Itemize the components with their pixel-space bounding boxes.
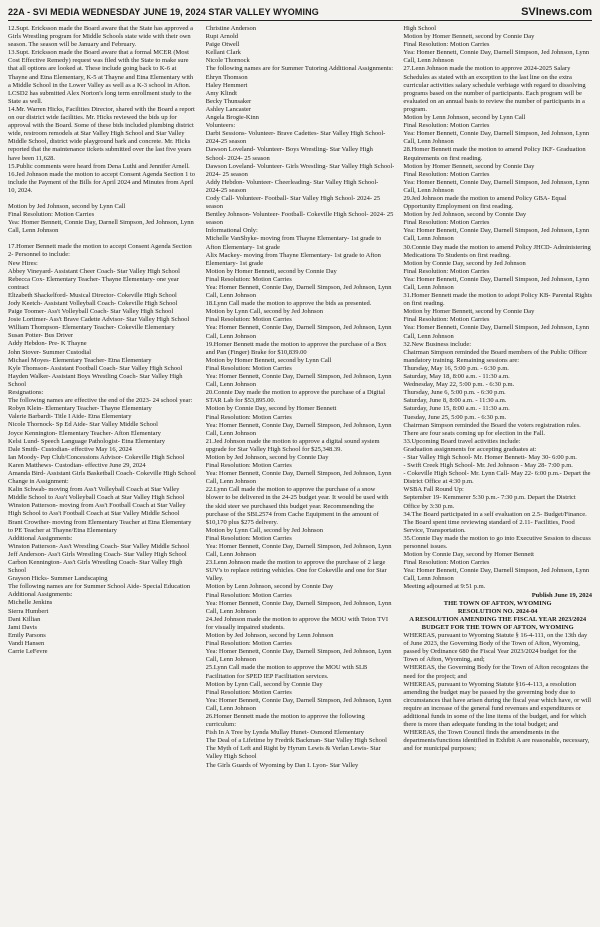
paragraph: September 19- Kemmerer 5:30 p.m.- 7:30 p.m. Depart the District Office by 3:30 p.m. [403,494,576,510]
paragraph: 25.Lynn Call made the motion to approve the MOU with SLB Facilitation for SPED IEP Facilitation services. [205,664,368,680]
paragraph: Chairman Simpson reminded the Board the voters registration rules. There are four seats coming up for election in the Fall. [403,421,581,437]
paragraph: Motion by Jed Johnson, second by Connie Day [403,211,527,219]
paragraph: - Swift Creek High School- Mr. Jed Johnson - May 28- 7:00 p.m. [403,462,573,470]
paragraph: Motion by Lynn Call, second by Connie Day [205,680,323,688]
paragraph: 26.Homer Bennett made the motion to approve the following curriculum: [205,712,365,729]
paragraph: Motion by Homer Bennett, second by Connie Day [403,33,535,41]
paragraph: 34.The Board participated in a self evaluation on 2.5- Budget/Finance. The Board spent time reviewing standard of 2.11- Facilities, Food Service, Transportation. [403,510,587,534]
header-dateline: 22A - SVI MEDIA WEDNESDAY JUNE 19, 2024 STAR VALLEY WYOMING [8,7,319,17]
paragraph: 24.Jed Johnson made the motion to approve the MOU with Teton TVI for visually impaired students. [205,615,389,631]
paragraph: Becky Thunsaker [205,97,252,105]
paragraph: Yea: Homer Bennett, Connie Day, Darnell Simpson, Jed Johnson, Lynn Call, Lenn Johnson [205,599,392,615]
paragraph: Sierra Humbert [8,607,49,615]
column-1 [8,25,197,920]
paragraph: - Cokeville High School- Mr. Lynn Call- May 22- 6:00 p.m.- Depart the District Office at 4:30 p.m. [403,470,591,486]
paragraph: 27.Lenn Johnson made the motion to approve 2024-2025 Salary Schedules as stated with an exception to the last line on the extra curricular activities salary schedule verbiage with regard to dissolving programs based on the number of participants. Each program will be evaluated on an annual basis to review the number of participants in a program. [403,65,586,113]
paragraph: Yea: Homer Bennett, Connie Day, Darnell Simpson, Jed Johnson, Lynn Call, Lenn Johnson [403,130,590,146]
paragraph: Hayden Walker- Assistant Boys Wrestling Coach- Star Valley High School [8,372,183,388]
paragraph: Kalin Schwab- moving from Ass't Volleyball Coach at Star Valley Middle School to Ass't Volleyball Coach at Star Valley High School [8,486,185,502]
paragraph: A RESOLUTION AMENDING THE FISCAL YEAR 2023/2024 BUDGET FOR THE TOWN OF AFTON, WYOMING [409,615,587,631]
paragraph: Nicole Thornock [205,57,250,65]
paragraph: 32.New Business include: [403,340,472,348]
paragraph: Michelle VanShyke- moving from Thayne Elementary- 1st grade to Afton Elementary- 1st grade [205,235,382,251]
paragraph: Michelle Jenkins [8,599,53,607]
paragraph: Yea: Homer Bennett, Connie Day, Darnell Simpson, Jed Johnson, Lynn Call, Lenn Johnson [403,49,590,65]
paragraph: Yea: Homer Bennett, Connie Day, Darnell Simpson, Jed Johnson, Lynn Call, Lenn Johnson [205,696,392,712]
paragraph: 17.Homer Bennett made the motion to accept Consent Agenda Section 2- Personnel to include: [8,243,192,259]
paragraph: Final Resolution: Motion Carries [205,364,292,372]
paragraph: Final Resolution: Motion Carries [403,219,490,227]
paragraph: Amanda Bird- Assistant Girls Basketball Coach- Cokeville High School [8,469,196,477]
paragraph: Winston Patterson- moving from Ass't Football Coach at Star Valley High School to Ass't Football Coach at Star Valley Middle School [8,502,186,518]
paragraph: 29.Jed Johnson made the motion to amend Policy GBA- Equal Opportunity Employment on first reading. [403,194,567,211]
paragraph: Motion by Lenn Johnson, second by Connie Day [205,583,334,591]
paragraph: 22.Lynn Call made the motion to approve the purchase of a snow blower to be delivered in the 24-25 budget year. It would be used with the skid steer we purchased this budget year. Recommending the purchase of the SBL2574 from Cache Equipment in the amount of $10,170 plus $275 delivery. [205,486,389,526]
paragraph: Resignations: [8,389,44,397]
paragraph: 30.Connie Day made the motion to amend Policy JHCD- Administering Medications To Students on first reading. [403,243,591,259]
paragraph: 19.Homer Bennett made the motion to approve the purchase of a Box and Pan (Finger) Brake for $10,839.00 [205,340,387,356]
paragraph: Ian Moody- Pep Club/Concessions Advisor- Cokeville High School [8,453,185,461]
paragraph: Yea: Homer Bennett, Connie Day, Darnell Simpson, Jed Johnson, Lynn Call, Lenn Johnson [205,324,392,340]
paragraph: Cody Call- Volunteer- Football- Star Valley High School- 2024- 25 season [205,194,381,211]
paragraph: Christine Anderson [205,25,257,32]
paragraph: The following names are effective the end of the 2023- 24 school year: [8,397,193,405]
paragraph: Motion by Jed Johnson, second by Connie Day [205,453,329,461]
paragraph: Carbon Kennington- Ass't Girls Wrestling Coach- Star Valley High School [8,559,183,575]
paragraph: Yea: Homer Bennett, Connie Day, Darnell Simpson, Jed Johnson, Lynn Call, Lenn Johnson [205,373,392,389]
paragraph: Yea: Homer Bennett, Connie Day, Darnell Simpson, Jed Johnson, Lynn Call, Lenn Johnson [205,284,392,300]
paragraph: Dale Smith- Custodian- effective May 16, 2024 [8,445,132,453]
paragraph: Final Resolution: Motion Carries [403,559,490,567]
paragraph: Motion by Lenn Johnson, second by Lynn Call [403,114,526,122]
paragraph: Ashley Lancaster [205,105,251,113]
paragraph: Chairman Simpson reminded the Board members of the Public Officer mandatory training. Remaining sessions are: [403,348,588,364]
paragraph: Motion by Homer Bennett, second by Connie Day [205,267,337,275]
resolution-body [403,632,592,753]
paragraph: 35.Connie Day made the motion to go into Executive Session to discuss personnel issues. [403,534,591,550]
paragraph: Graduation assignments for accepting graduates at: [403,445,537,453]
paragraph: Final Resolution: Motion Carries [403,316,490,324]
paragraph: WHEREAS, pursuant to Wyoming Statute §16-4-113, a resolution amending the budget may be passed by the governing body due to circumstances that have arisen during the fiscal year which have, or will require an increase of the general fund revenues and expenditures or additional funds in some of the line items of the budget, and for which there is more than adequate funding in the total budget; and [403,680,592,729]
paragraph: Final Resolution: Motion Carries [205,462,292,470]
resolution-title [403,600,592,632]
paragraph: Final Resolution: Motion Carries [205,640,292,648]
paragraph: 18.Lynn Call made the motion to approve the bids as presented. [205,300,372,308]
paragraph: Amy Klindt [205,89,237,97]
paragraph: Motion by Lynn Call, second by Jed Johnson [205,526,324,534]
paragraph [8,235,197,243]
paragraph: Final Resolution: Motion Carries [8,211,95,219]
paragraph: Final Resolution: Motion Carries [205,534,292,542]
paragraph: The following names are for Summer Tutoring Additional Assignments: [205,65,394,73]
paragraph: Additional Assignments: [8,534,73,542]
paragraph: The Deal of a Lifetime by Fredrik Backman- Star Valley High School [205,737,387,745]
paragraph: RESOLUTION NO. 2024-04 [457,607,538,615]
paragraph: Motion by Homer Bennett, second by Lynn Call [205,356,332,364]
paragraph: Final Resolution: Motion Carries [205,688,292,696]
paragraph: Final Resolution: Motion Carries [403,170,490,178]
paragraph: Elizabeth Shackelford- Musical Director- Cokeville High School [8,291,177,299]
paragraph: Saturday, June 15, 8:00 a.m. - 11:30 a.m. [403,405,510,413]
paragraph: Motion by Homer Bennett, second by Connie Day [403,308,535,316]
paragraph: Final Resolution: Motion Carries [205,413,292,421]
paragraph: Robyn Klein- Elementary Teacher- Thayne Elementary [8,405,152,413]
paragraph: Yea: Homer Bennett, Connie Day, Darnell Simpson, Jed Johnson, Lynn Call, Lenn Johnson [205,421,392,437]
paragraph: WSBA Fall Round Up: [403,486,464,494]
paragraph: The following names are for Summer School Aide- Special Education Additional Assignments: [8,583,191,599]
paragraph: 15.Public comments were heard from Dena Luthi and Jennifer Arnell. [8,162,190,170]
paragraph: Jody Keetch- Assistant Volleyball Coach- Cokeville High School [8,300,178,307]
paragraph: Fish In A Tree by Lynda Mullay Hunet- Osmond Elementary [205,729,365,737]
paragraph: The Girls Guards of Wyoming by Dan I. Lyon- Star Valley [205,761,359,769]
paragraph: Michael Moyes- Elementary Teacher- Etna Elementary [8,356,152,364]
paragraph: Josie Lortimer- Ass't Brave Cadette Advisor- Star Valley High School [8,316,190,324]
paragraph: Thursday, May 16, 5:00 p.m. - 6:30 p.m. [403,364,509,372]
paragraph: Grayson Hicks- Summer Landscaping [8,575,108,583]
paragraph [8,195,197,203]
paragraph: Jami Davis [8,623,38,631]
paragraph: - Star Valley High School- Mr. Homer Bennett- May 30- 6:00 p.m. [403,453,577,461]
paragraph: Rupi Arnold [205,33,238,41]
paragraph: Change in Assignment: [8,478,69,486]
paragraph: Final Resolution: Motion Carries [205,591,292,599]
publish-date: Publish June 19, 2024 [531,591,592,599]
paragraph: The Myth of Left and Right by Hyrum Lewis & Verlan Lewis- Star Valley High School [205,745,381,761]
paragraph: Yea: Homer Bennett, Connie Day, Darnell Simpson, Jed Johnson, Lynn Call, Lenn Johnson [205,470,392,486]
paragraph: Vandi Hansen [8,639,45,647]
paragraph: Yea: Homer Bennett, Connie Day, Darnell Simpson, Jed Johnson, Lynn Call, Lenn Johnson [403,178,590,194]
paragraph: Jeff Anderson- Ass't Girls Wrestling Coach- Star Valley High School [8,550,187,558]
minutes-continued [403,25,592,592]
paragraph: Final Resolution: Motion Carries [403,122,490,130]
paragraph: Kellani Clark [205,49,241,57]
paragraph: Dawson Loveland- Volunteer- Girls Wrestling- Star Valley High School- 2024- 25 season [205,162,395,178]
paragraph: Bentley Johnson- Volunteer- Football- Cokeville High School- 2024- 25 season [205,211,394,227]
paragraph: Final Resolution: Motion Carries [205,316,292,324]
paragraph: Motion by Connie Day, second by Homer Bennett [205,405,337,413]
paragraph: Yea: Homer Bennett, Connie Day, Darnell Simpson, Jed Johnson, Lynn Call, Lenn Johnson [403,324,590,340]
paragraph: Dawson Loveland- Volunteer- Boys Wrestling- Star Valley High School- 2024- 25 season [205,146,373,162]
paragraph: Addy Hebdon- Volunteer- Cheerleading- Star Valley High School- 2024-25 season [205,178,379,194]
paragraph: Yea: Homer Bennett, Connie Day, Darnell Simpson, Jed Johnson, Lynn Call, Lenn Johnson [205,543,392,559]
paragraph: 20.Connie Day made the motion to approve the purchase of a Digital STAR Lab for $53,895.00. [205,389,386,405]
paragraph: 31.Homer Bennett made the motion to adopt Policy KB- Parental Rights on first reading. [403,292,592,308]
paragraph: WHEREAS, the Town Council finds the amendments in the departments/functions identified in Exhibit A are reasonable, necessary, and for municipal purposes; [403,729,590,753]
paragraph: High School [403,25,437,32]
paragraph: Nicole Thornock- Sp Ed Aide- Star Valley Middle School [8,421,158,429]
paragraph: Motion by Connie Day, second by Jed Johnson [403,259,526,267]
paragraph: Yea: Homer Bennett, Connie Day, Darnell Simpson, Jed Johnson, Lynn Call, Lenn Johnson [403,567,590,583]
paragraph: Saturday, June 8, 8:00 a.m. - 11:30 a.m. [403,397,507,405]
paragraph: Motion by Lynn Call, second by Jed Johnson [205,308,324,316]
paragraph: 16.Jed Johnson made the motion to accept Consent Agenda Section 1 to include the Payment of the Bills for April 2024 and Minutes from April 10, 2024. [8,170,196,194]
paragraph: Yea: Homer Bennett, Connie Day, Darnell Simpson, Jed Johnson, Lynn Call, Lenn Johnson [205,648,392,664]
paragraph: Kelsi Lund- Speech Language Pathologist- Etna Elementary [8,437,166,445]
paragraph: Motion by Homer Bennett, second by Connie Day [403,162,535,170]
columns [8,25,592,920]
paragraph: Final Resolution: Motion Carries [205,275,292,283]
paragraph: Joyce Kennington- Elementary Teacher- Afton Elementary [8,429,161,437]
paragraph: Dani Killian [8,615,41,623]
column-3 [403,25,592,920]
paragraph: Haley Hemmert [205,81,248,89]
paragraph: Karen Matthews- Custodian- effective June 29, 2024 [8,461,146,469]
page-header [8,6,592,21]
paragraph: Motion by Jed Johnson, second by Lenn Johnson [205,632,334,640]
paragraph: Thursday, June 6, 5:00 p.m. - 6:30 p.m. [403,389,506,397]
paragraph: William Thompson- Elementary Teacher- Cokeville Elementary [8,324,175,332]
paragraph: Susan Potter- Bus Driver [8,332,74,340]
paragraph: Winston Patterson- Ass't Wrestling Coach- Star Valley Middle School [8,542,190,550]
paragraph: Yea: Homer Bennett, Connie Day, Darnell Simpson, Jed Johnson, Lynn Call, Lenn Johnson [8,219,194,235]
header-website: SVInews.com [521,6,592,18]
paragraph: Kyle Thomson- Assistant Football Coach- Star Valley High School [8,364,183,372]
paragraph: Carrie LeFevre [8,648,48,656]
paragraph: Paige Toomer- Ass't Volleyball Coach- Star Valley High School [8,308,174,316]
paragraph: THE TOWN OF AFTON, WYOMING [443,599,552,607]
paragraph: John Stover- Summer Custodial [8,348,92,356]
paragraph: 23.Lenn Johnson made the motion to approve the purchase of 2 large SUV's to replace retiring vehicles. One for Cokeville and one for Star Valley. [205,559,387,583]
paragraph: Rebecca Cox- Elementary Teacher- Thayne Elementary- one year contract [8,275,179,291]
paragraph: Addy Hebdon- Pre- K Thayne [8,340,87,348]
paragraph: Volunteers: [205,122,236,130]
paragraph: Abbey Vineyard- Assistant Cheer Coach- Star Valley High School [8,267,180,275]
paragraph: Yea: Homer Bennett, Connie Day, Darnell Simpson, Jed Johnson, Lynn Call, Lenn Johnson [403,227,590,243]
paragraph: Final Resolution: Motion Carries [403,267,490,275]
paragraph: Meeting adjourned at 9:51 p.m. [403,583,486,591]
paragraph: Angela Brogie-Kinn [205,114,259,122]
paragraph: Brant Crowther- moving from Elementary Teacher at Etna Elementary to PE Teacher at Thayne/Etna Elementary [8,518,192,534]
column-2 [206,25,395,920]
paragraph: Saturday, May 18, 8:00 a.m. - 11:30 a.m. [403,373,510,381]
paragraph: Valerie Barbardi- Title I Aide- Etna Elementary [8,413,132,421]
paragraph: 33.Upcoming Board travel activities include: [403,437,521,445]
paragraph: Wednesday, May 22, 5:00 p.m. - 6:30 p.m. [403,381,515,389]
paragraph: Motion by Jed Johnson, second by Lynn Call [8,202,126,210]
paragraph: WHEREAS, the Governing Body for the Town of Afton recognizes the need for the project; and [403,664,589,680]
paragraph: 12.Supt. Ericksson made the Board aware that the State has approved a Girls Wrestling program for Middle Schools state wide with their own season. The season will be January and February. [8,25,194,49]
paragraph: Alix Mackey- moving from Thayne Elementary- 1st grade to Afton Elementary- 1st grade [205,251,381,267]
paragraph: WHEREAS, pursuant to Wyoming Statute § 16-4-111, on the 13th day of June 2023, the Governing Body of the Town of Afton, Wyoming, passed by Ordinance 680 the Fiscal Year 2023/2024 budget for the Town of Afton, Wyoming, and; [403,632,588,664]
paragraph: Darbi Sessions- Volunteer- Brave Cadettes- Star Valley High School- 2024-25 season [205,130,386,146]
paragraph: Motion by Connie Day, second by Homer Bennett [403,551,534,559]
paragraph: Yea: Homer Bennett, Connie Day, Darnell Simpson, Jed Johnson, Lynn Call, Lenn Johnson [403,275,590,291]
paragraph: 13.Supt. Ericksson made the Board aware that a formal MCER (Most Cost Effective Remedy) request was filed with the State to make sure that all options are looked at. These include going back to K-6 at Thayne and Etna Elementary, K-5 at Thayne and Etna Elementary with a Middle School in the Lower Valley as well as a K-3 school in Afton. LCSD2 has submitted Alex Norton's long term enrollment study to the State as well. [8,49,194,105]
paragraph: Tuesday, June 25, 5:00 p.m. - 6:30 p.m. [403,413,507,421]
paragraph: 21.Jed Johnson made the motion to approve a digital sound system upgrade for Star Valley High School for $25,348.39. [205,437,380,453]
paragraph: New Hires: [8,259,38,267]
paragraph: Ehryn Thomson [205,73,248,81]
paragraph: Informational Only: [205,227,258,235]
paragraph: 28.Homer Bennett made the motion to amend Policy IKF- Graduation Requirements on first reading. [403,146,586,162]
paragraph: Paige Otwell [205,41,240,49]
paragraph: 14.Mr. Warren Hicks, Facilities Director, shared with the Board a report on our district wide facilities. Mr. Hicks reviewed the bids up for approval with the Board. Some of these bids included plumbing district wide, restroom remodels at Star Valley High School and Star Valley Middle School, district wide playground bark and concrete. Mr. Hicks reported that the maintenance tickets submitted over the last five years have been 11,628. [8,105,195,162]
paragraph: Final Resolution: Motion Carries [403,41,490,49]
paragraph: Emily Parsons [8,631,46,639]
